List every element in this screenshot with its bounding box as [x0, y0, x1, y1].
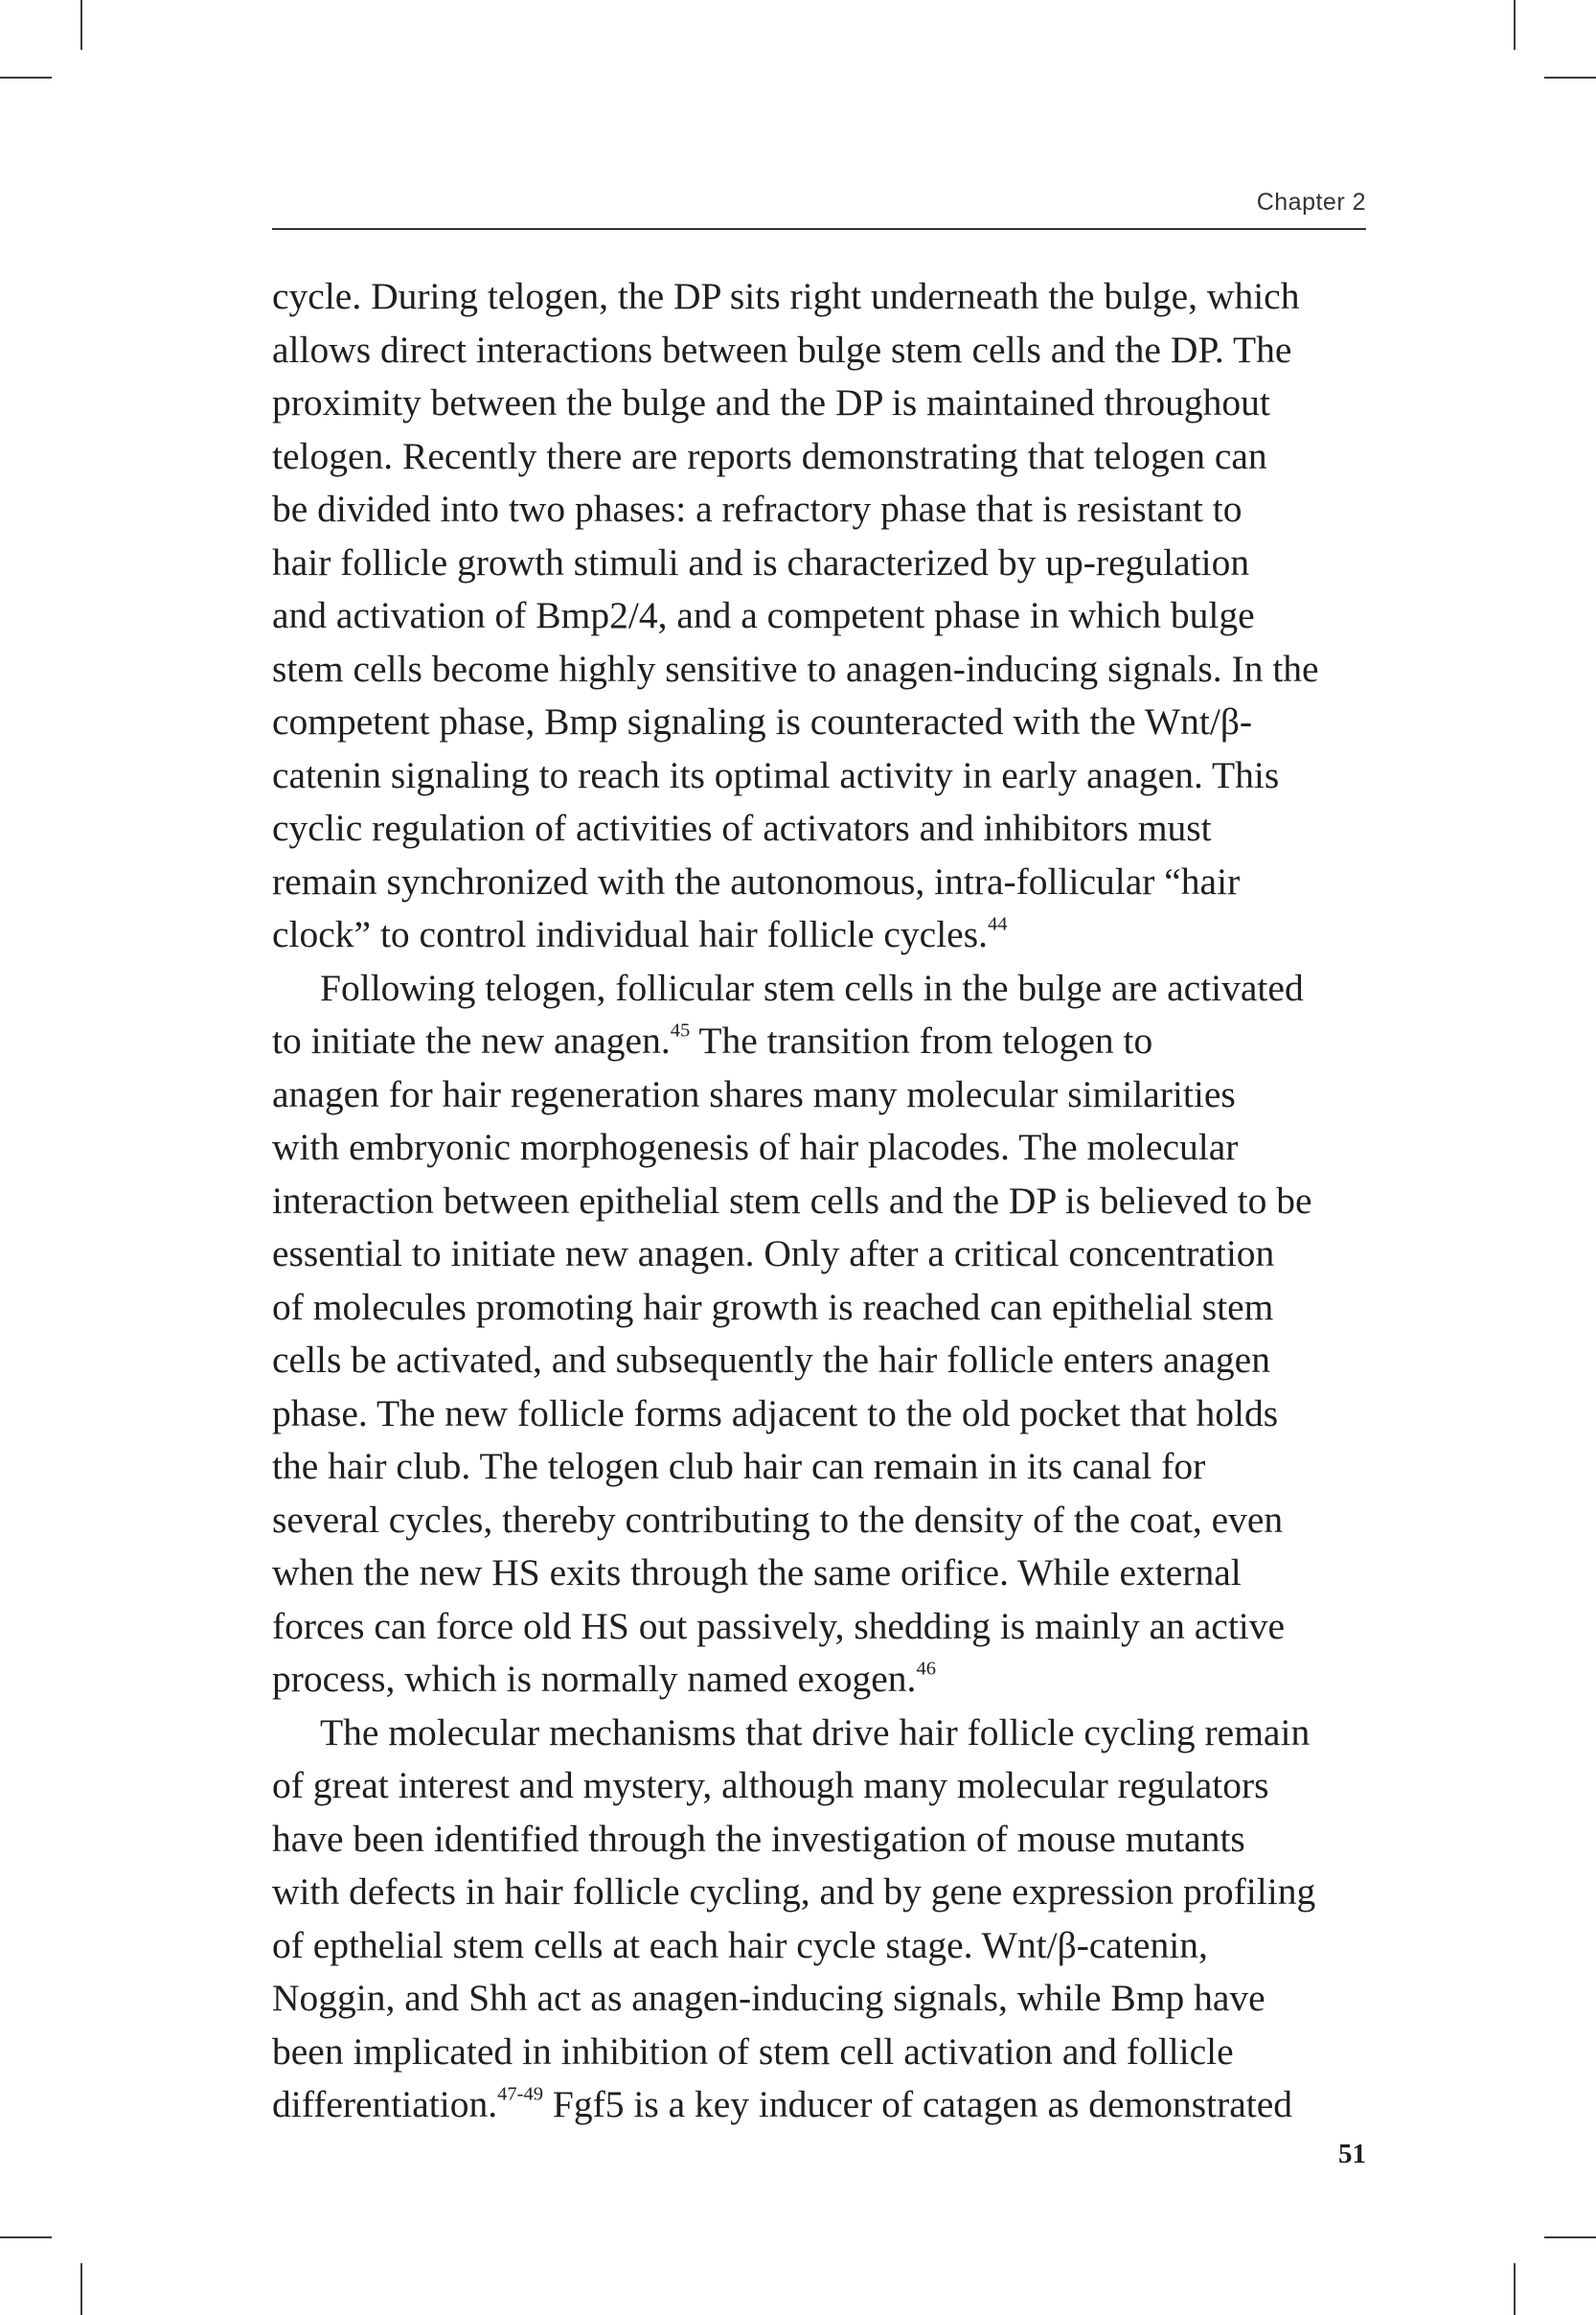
text-line: cyclic regulation of activities of activators and inhibitors must: [272, 807, 1212, 849]
text-line: hair follicle growth stimuli and is characterized by up-regulation: [272, 540, 1250, 584]
page-number: 51: [1338, 2139, 1366, 2169]
text-line: cycle. During telogen, the DP sits right underneath the bulge, which: [272, 275, 1300, 317]
paragraph-start-line: The molecular mechanisms that drive hair follicle cycling remain: [320, 1710, 1311, 1753]
citation-reference: 45: [670, 1020, 691, 1042]
text-line: with defects in hair follicle cycling, and by gene expression profiling: [272, 1870, 1316, 1913]
crop-mark-top-left-vertical: [80, 0, 82, 50]
text-line-content: to initiate the new anagen.: [272, 1020, 671, 1062]
text-line: allows direct interactions between bulge stem cells and the DP. The: [272, 328, 1292, 371]
crop-mark-bottom-left-horizontal: [0, 2236, 52, 2238]
text-line: of epthelial stem cells at each hair cycle stage. Wnt/β-catenin,: [272, 1923, 1208, 1966]
text-line: stem cells become highly sensitive to anagen-inducing signals. In the: [272, 647, 1319, 690]
text-line: [272, 1015, 1366, 1068]
crop-mark-bottom-left-vertical: [80, 2263, 82, 2315]
text-line: when the new HS exits through the same orifice. While external: [272, 1551, 1242, 1593]
text-line: telogen. Recently there are reports demonstrating that telogen can: [272, 434, 1267, 477]
text-line: phase. The new follicle forms adjacent to the old pocket that holds: [272, 1391, 1279, 1434]
text-line: of molecules promoting hair growth is reached can epithelial stem: [272, 1285, 1274, 1328]
paragraph-start-line: Following telogen, follicular stem cells in the bulge are activated: [320, 966, 1304, 1009]
text-line-content: Fgf5 is a key inducer of catagen as demonstrated: [543, 2083, 1293, 2125]
text-line: have been identified through the investigation of mouse mutants: [272, 1817, 1245, 1860]
crop-mark-top-left-horizontal: [0, 77, 52, 79]
text-line: interaction between epithelial stem cells and the DP is believed to be: [272, 1179, 1312, 1222]
body-text: [272, 270, 1366, 2132]
text-line: [272, 1653, 1366, 1707]
text-line: been implicated in inhibition of stem cell activation and follicle: [272, 2029, 1234, 2073]
text-line: remain synchronized with the autonomous, intra-follicular “hair: [272, 860, 1241, 903]
citation-reference: 46: [916, 1658, 936, 1680]
citation-reference: 47-49: [497, 2083, 543, 2105]
text-line: anagen for hair regeneration shares many molecular similarities: [272, 1072, 1236, 1115]
crop-mark-bottom-right-horizontal: [1544, 2236, 1596, 2238]
text-line: [272, 2078, 1366, 2132]
text-line: essential to initiate new anagen. Only after a critical concentration: [272, 1232, 1275, 1274]
text-line: of great interest and mystery, although many molecular regulators: [272, 1764, 1269, 1806]
text-line: be divided into two phases: a refractory phase that is resistant to: [272, 488, 1243, 530]
crop-mark-top-right-vertical: [1514, 0, 1516, 50]
text-line: cells be activated, and subsequently the hair follicle enters anagen: [272, 1339, 1270, 1381]
text-line-content: clock” to control individual hair follicle cycles.: [272, 913, 988, 955]
text-line: with embryonic morphogenesis of hair placodes. The molecular: [272, 1126, 1239, 1168]
text-line: proximity between the bulge and the DP is maintained throughout: [272, 381, 1270, 424]
header-rule: [272, 228, 1366, 230]
text-line-content: The transition from telogen to: [690, 1020, 1153, 1062]
text-line: [272, 908, 1366, 962]
text-line-content: differentiation.: [272, 2083, 498, 2125]
text-line: several cycles, thereby contributing to the density of the coat, even: [272, 1498, 1284, 1541]
running-head: Chapter 2: [1256, 189, 1366, 216]
text-line: and activation of Bmp2/4, and a competent phase in which bulge: [272, 594, 1255, 636]
text-line: Noggin, and Shh act as anagen-inducing signals, while Bmp have: [272, 1977, 1265, 2019]
text-line: competent phase, Bmp signaling is counteracted with the Wnt/β-: [272, 700, 1253, 743]
citation-reference: 44: [987, 913, 1008, 935]
text-line: catenin signaling to reach its optimal activity in early anagen. This: [272, 753, 1280, 796]
crop-mark-top-right-horizontal: [1544, 77, 1596, 79]
text-line-content: process, which is normally named exogen.: [272, 1658, 917, 1700]
crop-mark-bottom-right-vertical: [1514, 2263, 1516, 2315]
text-line: forces can force old HS out passively, shedding is mainly an active: [272, 1604, 1286, 1647]
text-line: the hair club. The telogen club hair can remain in its canal for: [272, 1445, 1206, 1487]
